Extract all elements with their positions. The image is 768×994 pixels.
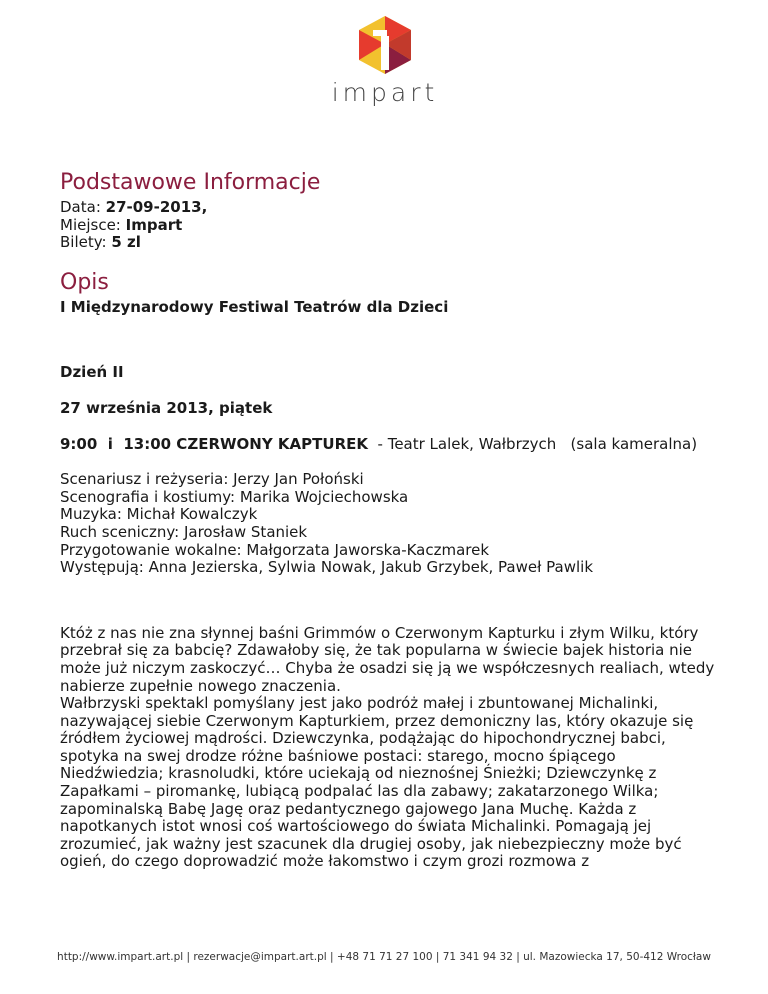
credit-line: Przygotowanie wokalne: Małgorzata Jaworska-Kaczmarek: [60, 540, 490, 559]
impart-logo: [330, 14, 440, 107]
opis-heading: Opis: [60, 269, 109, 295]
credit-line: Muzyka: Michał Kowalczyk: [60, 505, 258, 524]
basic-info-heading: Podstawowe Informacje: [60, 170, 321, 195]
impart-logo-icon: [355, 14, 415, 76]
logo-text: impart: [331, 78, 439, 107]
date-line: Data: 27-09-2013,: [60, 198, 208, 216]
credit-line: Występują: Anna Jezierska, Sylwia Nowak, Jakub Grzybek, Paweł Pawlik: [60, 558, 594, 577]
document-body: [60, 170, 720, 871]
tickets-line: Bilety: 5 zl: [60, 233, 141, 252]
credit-line: Scenografia i kostiumy: Marika Wojciechowska: [60, 487, 409, 506]
credit-line: Scenariusz i reżyseria: Jerzy Jan Połoński: [60, 470, 364, 489]
show-line: 9:00 i 13:00 CZERWONY KAPTUREK - Teatr Lalek, Wałbrzych (sala kameralna): [60, 434, 698, 453]
description-paragraph-2: Wałbrzyski spektakl pomyślany jest jako podróż małej i zbuntowanej Michalinki, nazywającej siebie Czerwonym Kapturkiem, przez demoniczny las, który okazuje się źródłem życiowej mądrości. Dziewczynka, podążając do hipochondrycznej babci, spotyka na swej drodze różne baśniowe postaci: starego, mocno śpiącego Niedźwiedzia; krasnoludki, które uciekają od nieznośnej Śnieżki; Dziewczynkę z Zapałkami – piromankę, lubiącą podpalać las dla zabawy; zakatarzonego Wilka; zapominalską Babę Jagę oraz pedantycznego gajowego Jana Muchę. Każda z napotkanych istot wnosi coś wartościowego do świata Michalinki. Pomagają jej zrozumieć, jak ważny jest szacunek dla drugiej osoby, jak niebezpieczny może być ogień, do czego doprowadzić może łakomstwo i czym grozi rozmowa z: [60, 694, 694, 871]
day-label: Dzień II: [60, 363, 124, 382]
credit-line: Ruch sceniczny: Jarosław Staniek: [60, 522, 308, 541]
place-line: Miejsce: Impart: [60, 215, 183, 234]
festival-title: I Międzynarodowy Festiwal Teatrów dla Dzieci: [60, 297, 449, 316]
description-paragraph-1: Któż z nas nie zna słynnej baśni Grimmów o Czerwonym Kapturku i złym Wilku, który przebrał się za babcię? Zdawałoby się, że tak popularna w świecie bajek historia nie może już niczym zaskoczyć… Chyba że osadzi się ją we współczesnych realiach, wtedy nabierze zupełnie nowego znaczenia.: [60, 623, 715, 695]
day-date: 27 września 2013, piątek: [60, 398, 273, 417]
footer-contact: http://www.impart.art.pl | rezerwacje@impart.art.pl | +48 71 71 27 100 | 71 341 94 32 | ul. Mazowiecka 17, 50-412 Wrocław: [57, 951, 711, 963]
